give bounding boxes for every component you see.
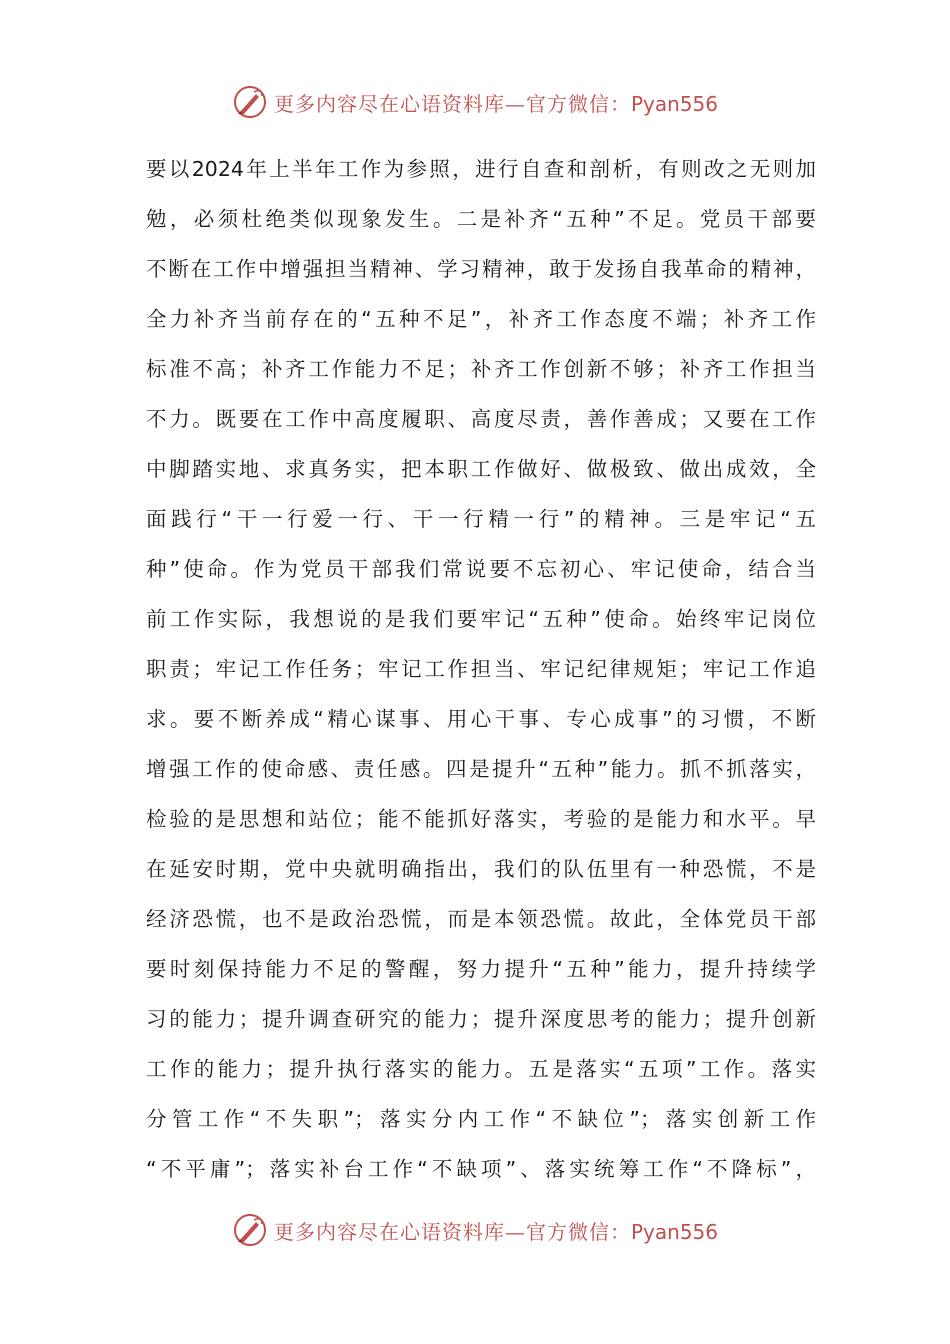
text-line: 分管工作“不失职”；落实分内工作“不缺位”；落实创新工作 (146, 1107, 816, 1131)
text-line: 要以2024年上半年工作为参照，进行自查和剖析，有则改之无则加 (146, 157, 816, 181)
text-line: 前工作实际，我想说的是我们要牢记“五种”使命。始终牢记岗位 (146, 607, 816, 631)
text-line: 在延安时期，党中央就明确指出，我们的队伍里有一种恐慌，不是 (146, 857, 816, 881)
text-line: 职责；牢记工作任务；牢记工作担当、牢记纪律规矩；牢记工作追 (146, 657, 816, 681)
text-line: 检验的是思想和站位；能不能抓好落实，考验的是能力和水平。早 (146, 807, 816, 831)
text-line: 面践行“干一行爱一行、干一行精一行”的精神。三是牢记“五 (146, 507, 816, 531)
text-line: 工作的能力；提升执行落实的能力。五是落实“五项”工作。落实 (146, 1057, 816, 1081)
text-line: 全力补齐当前存在的“五种不足”，补齐工作态度不端；补齐工作 (146, 307, 816, 331)
banner-label: 更多内容尽在心语资料库—官方微信： (273, 91, 631, 116)
document-body (146, 144, 816, 1194)
banner-wechat-id: Pyan556 (630, 1219, 718, 1244)
text-line: 中脚踏实地、求真务实，把本职工作做好、做极致、做出成效，全 (146, 457, 816, 481)
text-line: 习的能力；提升调查研究的能力；提升深度思考的能力；提升创新 (146, 1007, 816, 1031)
banner-text (274, 1216, 718, 1245)
banner-label: 更多内容尽在心语资料库—官方微信： (273, 1219, 631, 1244)
pen-logo-icon (232, 1212, 268, 1248)
text-line: 增强工作的使命感、责任感。四是提升“五种”能力。抓不抓落实， (146, 757, 816, 781)
text-line: “不平庸”；落实补台工作“不缺项”、落实统筹工作“不降标”， (146, 1157, 816, 1181)
pen-logo-icon (232, 84, 268, 120)
text-line: 不断在工作中增强担当精神、学习精神，敢于发扬自我革命的精神， (146, 257, 816, 281)
header-banner (0, 82, 950, 122)
banner-wechat-id: Pyan556 (630, 91, 718, 116)
text-line: 求。要不断养成“精心谋事、用心干事、专心成事”的习惯，不断 (146, 707, 816, 731)
text-line: 不力。既要在工作中高度履职、高度尽责，善作善成；又要在工作 (146, 407, 816, 431)
footer-banner (0, 1210, 950, 1250)
banner-text (274, 88, 718, 117)
text-line: 要时刻保持能力不足的警醒，努力提升“五种”能力，提升持续学 (146, 957, 816, 981)
text-line: 种”使命。作为党员干部我们常说要不忘初心、牢记使命，结合当 (146, 557, 816, 581)
text-line: 经济恐慌，也不是政治恐慌，而是本领恐慌。故此，全体党员干部 (146, 907, 816, 931)
text-line: 标准不高；补齐工作能力不足；补齐工作创新不够；补齐工作担当 (146, 357, 816, 381)
text-line: 勉，必须杜绝类似现象发生。二是补齐“五种”不足。党员干部要 (146, 207, 816, 231)
